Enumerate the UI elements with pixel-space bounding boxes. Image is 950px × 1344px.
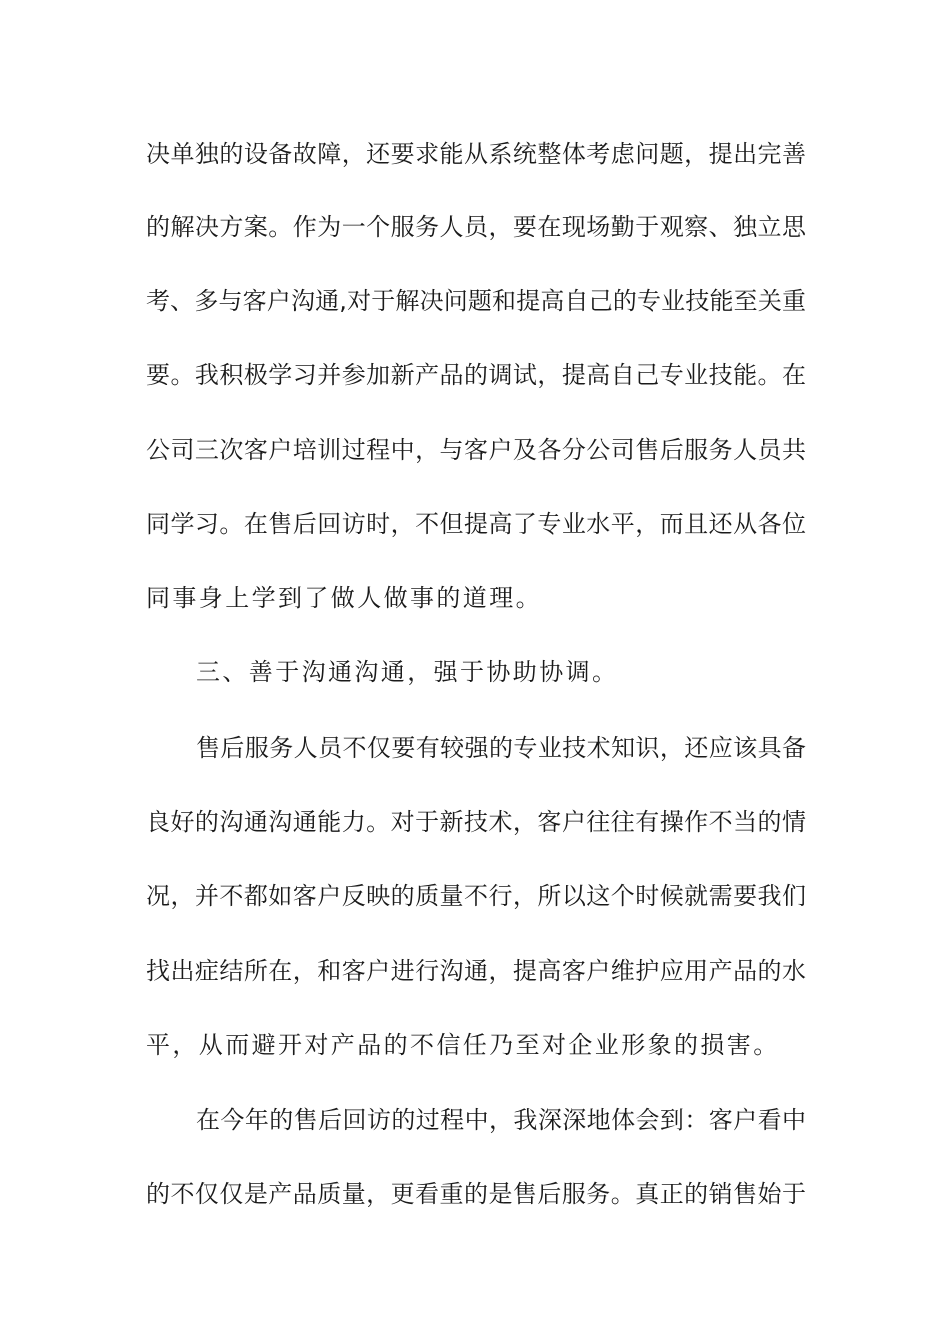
text-line: 的不仅仅是产品质量，更看重的是售后服务。真正的销售始于 xyxy=(146,1180,806,1208)
text-line: 公司三次客户培训过程中，与客户及各分公司售后服务人员共 xyxy=(146,436,806,464)
text-line: 考、多与客户沟通,对于解决问题和提高自己的专业技能至关重 xyxy=(146,287,806,315)
text-line: 的解决方案。作为一个服务人员，要在现场勤于观察、独立思 xyxy=(146,213,806,241)
text-line: 良好的沟通沟通能力。对于新技术，客户往往有操作不当的情 xyxy=(146,808,806,836)
text-line: 在今年的售后回访的过程中，我深深地体会到：客户看中 xyxy=(196,1106,806,1134)
text-line: 要。我积极学习并参加新产品的调试，提高自己专业技能。在 xyxy=(146,361,806,389)
section-heading: 三、善于沟通沟通，强于协助协调。 xyxy=(196,658,619,686)
text-line: 平，从而避开对产品的不信任乃至对企业形象的损害。 xyxy=(146,1031,780,1059)
text-line: 同学习。在售后回访时，不但提高了专业水平，而且还从各位 xyxy=(146,510,806,538)
text-line: 找出症结所在，和客户进行沟通，提高客户维护应用产品的水 xyxy=(146,957,806,985)
text-line: 同事身上学到了做人做事的道理。 xyxy=(146,584,542,612)
text-line: 售后服务人员不仅要有较强的专业技术知识，还应该具备 xyxy=(196,734,806,762)
text-line: 决单独的设备故障，还要求能从系统整体考虑问题，提出完善 xyxy=(146,140,806,168)
text-line: 况，并不都如客户反映的质量不行，所以这个时候就需要我们 xyxy=(146,882,806,910)
